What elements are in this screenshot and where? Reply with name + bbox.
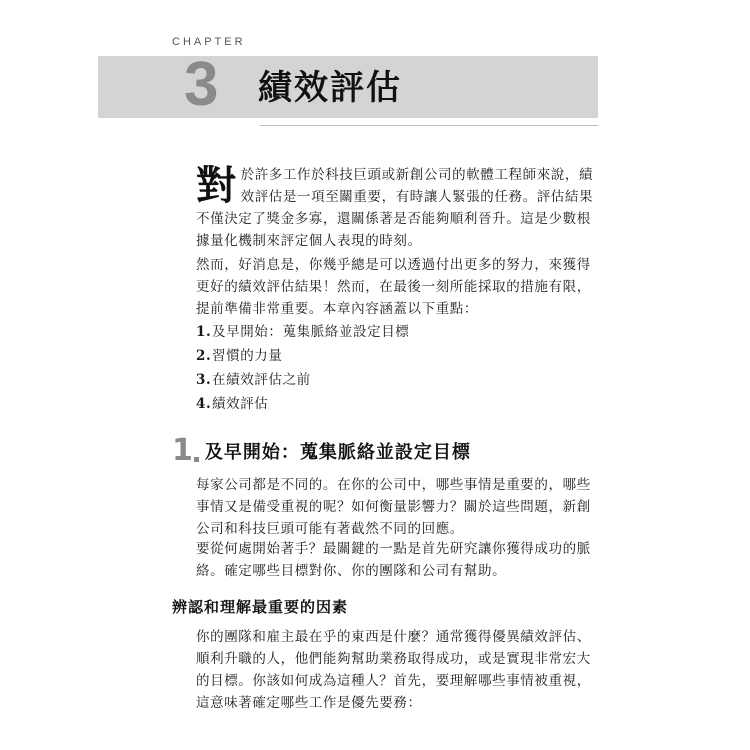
- section-heading: [172, 433, 471, 468]
- toc-item: [196, 344, 409, 368]
- toc-number: 2.: [196, 348, 212, 364]
- toc-item: [196, 368, 409, 392]
- section-paragraph-1: 每家公司都是不同的。在你的公司中，哪些事情是重要的，哪些事情又是備受重視的呢？如何衡量影響力？關於這些問題，新創公司和科技巨頭可能有著截然不同的回應。: [196, 477, 591, 537]
- section-title: 及早開始：蒐集脈絡並設定目標: [204, 442, 471, 463]
- toc-item: [196, 392, 409, 416]
- sub-heading: 辨認和理解最重要的因素: [172, 598, 349, 616]
- subsection-paragraph: 你的團隊和雇主最在乎的東西是什麼？通常獲得優異績效評估、順利升職的人，他們能夠幫助業務取得成功，或是實現非常宏大的目標。你該如何成為這種人？首先，要理解哪些事情被重視，這意味著確定哪些工作是優先要務：: [196, 629, 591, 711]
- toc-label: 在績效評估之前: [212, 372, 311, 388]
- toc-item: [196, 320, 409, 344]
- drop-cap: 對: [196, 162, 237, 209]
- chapter-title: 績效評估: [258, 68, 402, 108]
- toc-number: 1.: [196, 324, 212, 340]
- intro-paragraph-1-text: 於許多工作於科技巨頭或新創公司的軟體工程師來說，績效評估是一項至關重要，有時讓人緊張的任務。評估結果不僅決定了獎金多寡，還關係著是否能夠順利晉升。這是少數根據量化機制來評定個人表現的時刻。: [196, 167, 594, 249]
- chapter-number: 3: [184, 50, 219, 119]
- section-paragraph-2: 要從何處開始著手？最關鍵的一點是首先研究讓你獲得成功的脈絡。確定哪些目標對你、你的團隊和公司有幫助。: [196, 541, 591, 579]
- section-dot: [194, 457, 199, 462]
- toc-label: 習慣的力量: [212, 348, 283, 364]
- chapter-rule: [260, 125, 598, 126]
- chapter-label: CHAPTER: [172, 36, 246, 48]
- intro-paragraph-2: 然而，好消息是，你幾乎總是可以透過付出更多的努力，來獲得更好的績效評估結果！然而，在最後一刻所能採取的措施有限，提前準備非常重要。本章內容涵蓋以下重點：: [196, 257, 591, 317]
- toc-list: [196, 320, 409, 416]
- section-number: 1: [172, 433, 193, 468]
- toc-number: 3.: [196, 372, 212, 388]
- toc-label: 及早開始：蒐集脈絡並設定目標: [212, 324, 410, 340]
- intro-paragraph-1: [196, 164, 600, 252]
- toc-label: 績效評估: [212, 396, 269, 412]
- toc-number: 4.: [196, 396, 212, 412]
